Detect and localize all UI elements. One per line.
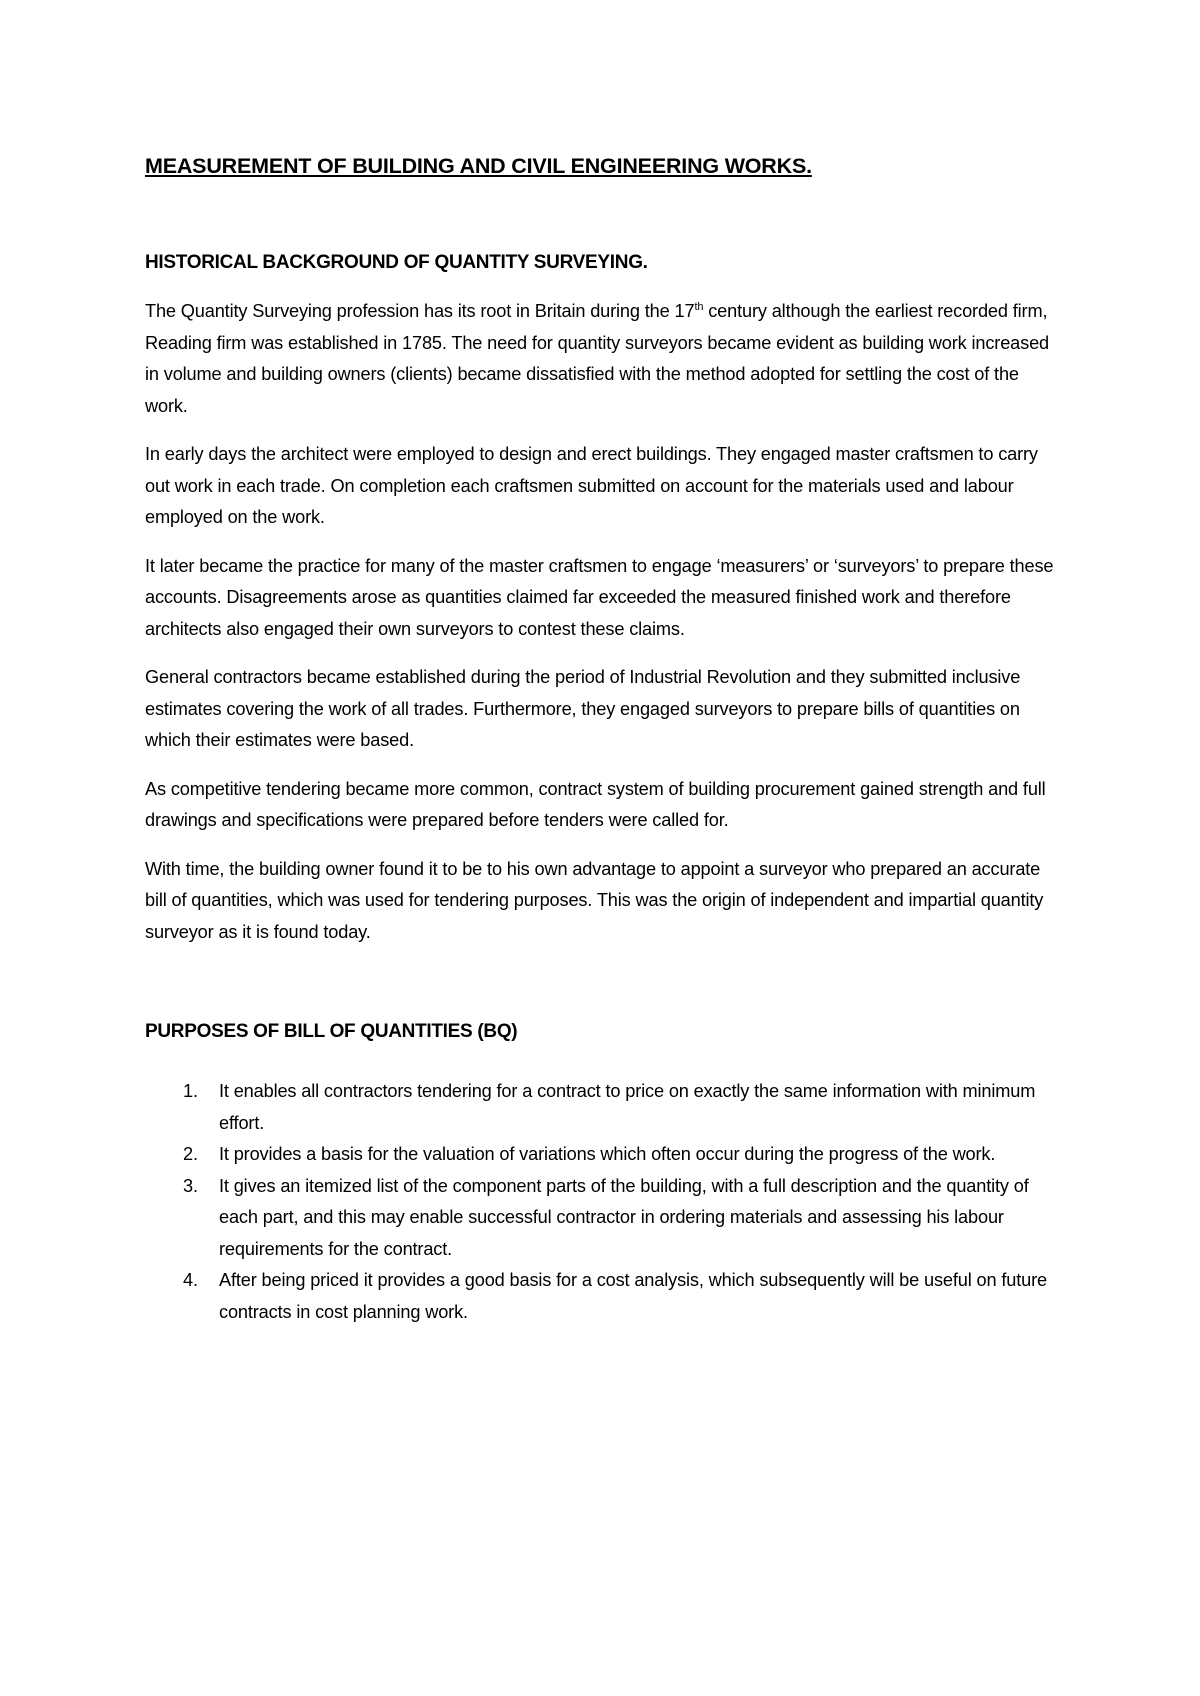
- paragraph-5: As competitive tendering became more common, contract system of building procurement gained strength and full drawings and specifications were prepared before tenders were called for.: [145, 778, 1046, 830]
- list-item: [145, 1265, 1065, 1328]
- section-heading-purposes: PURPOSES OF BILL OF QUANTITIES (BQ): [145, 1021, 518, 1042]
- list-number: 1.: [183, 1081, 198, 1101]
- list-number: 3.: [183, 1175, 198, 1196]
- list-item: [145, 1139, 1065, 1171]
- paragraph-1: [145, 296, 1065, 422]
- paragraph-4: General contractors became established during the period of Industrial Revolution and they submitted inclusive estimates covering the work of all trades. Furthermore, they engaged surveyors to prepare bills of quantities on which their estimates were based.: [145, 667, 1021, 750]
- list-number: 2.: [183, 1144, 198, 1164]
- ordinal-suffix: th: [694, 300, 704, 313]
- list-item: [145, 1171, 1065, 1266]
- paragraph-1-text-end: century although the earliest recorded firm, Reading firm was established in 1785. The need for quantity surveyors became evident as building work increased in volume and building owners (clients) became dissatisfied with the method adopted for settling the cost of the work.: [145, 301, 1050, 416]
- paragraph-1-text-start: The Quantity Surveying profession has its root in Britain during the 17: [145, 301, 695, 321]
- paragraph-2: In early days the architect were employed to design and erect buildings. They engaged master craftsmen to carry out work in each trade. On completion each craftsmen submitted on account for the materials used and labour employed on the work.: [145, 444, 1038, 527]
- paragraph-6: With time, the building owner found it to be to his own advantage to appoint a surveyor who prepared an accurate bill of quantities, which was used for tendering purposes. This was the origin of independent and impartial quantity surveyor as it is found today.: [145, 858, 1044, 942]
- list-item-text: It provides a basis for the valuation of variations which often occur during the progress of the work.: [219, 1144, 996, 1164]
- document-body: [145, 150, 1065, 1328]
- paragraph-3: It later became the practice for many of the master craftsmen to engage ‘measurers’ or ‘surveyors’ to prepare these accounts. Disagreements arose as quantities claimed far exceeded the measured finished work and therefore architects also engaged their own surveyors to contest these claims.: [145, 555, 1054, 639]
- section-heading-history: HISTORICAL BACKGROUND OF QUANTITY SURVEYING.: [145, 252, 648, 273]
- list-item-text: It gives an itemized list of the component parts of the building, with a full description and the quantity of each part, and this may enable successful contractor in ordering materials and assessing his labour requirements for the contract.: [219, 1175, 1029, 1259]
- document-title: MEASUREMENT OF BUILDING AND CIVIL ENGINEERING WORKS.: [145, 154, 812, 178]
- purposes-list: [145, 1076, 1065, 1328]
- list-item: [145, 1076, 1065, 1139]
- list-item-text: It enables all contractors tendering for a contract to price on exactly the same information with minimum effort.: [219, 1081, 1036, 1133]
- list-item-text: After being priced it provides a good basis for a cost analysis, which subsequently will be useful on future contracts in cost planning work.: [219, 1270, 1047, 1322]
- list-number: 4.: [183, 1270, 198, 1290]
